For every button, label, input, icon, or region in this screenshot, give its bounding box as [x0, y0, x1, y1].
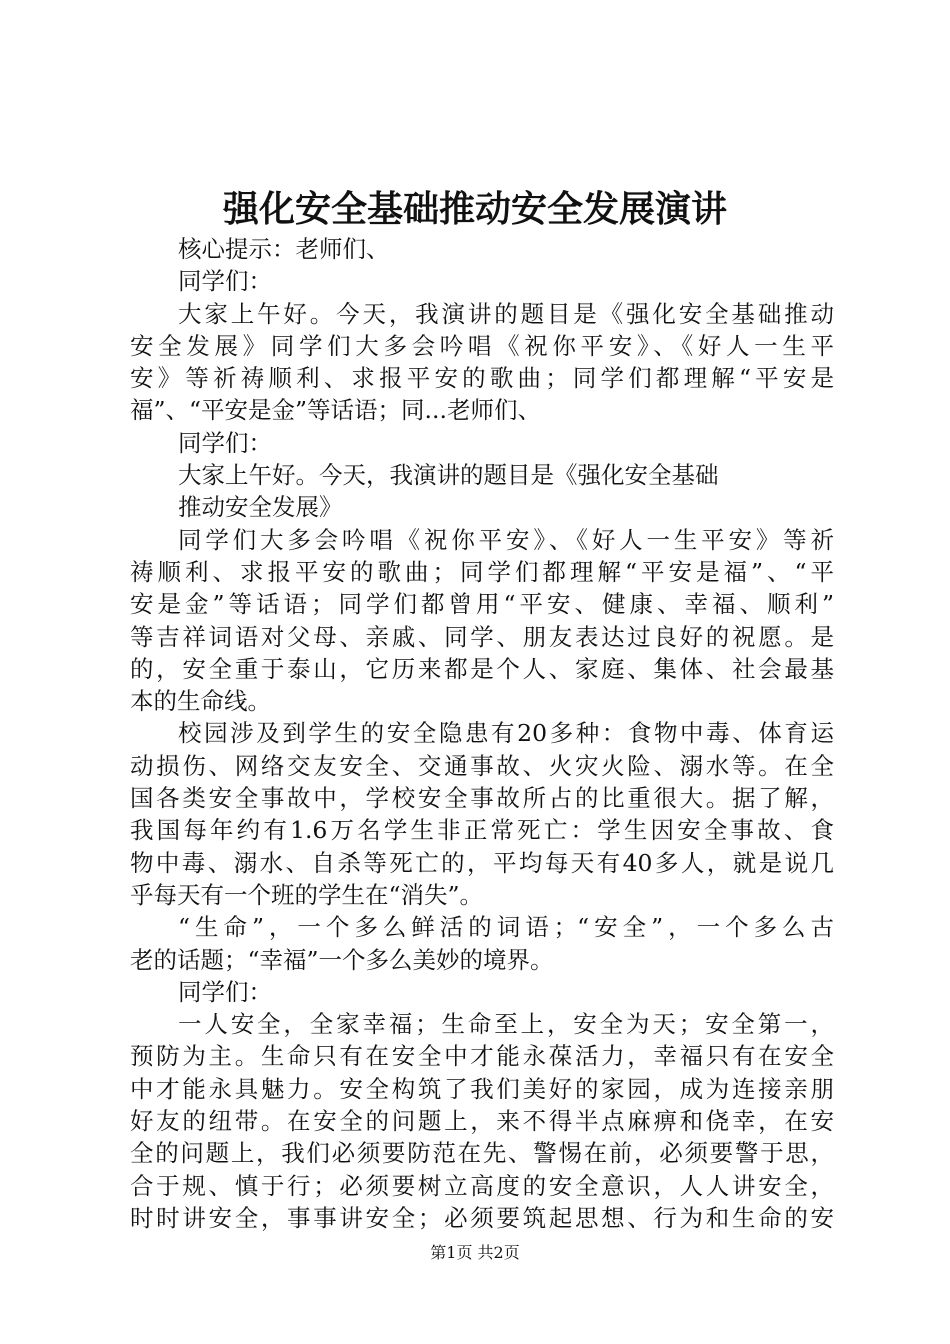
- body-line: “生命”，一个多么鲜活的词语；“安全”，一个多么古: [178, 913, 834, 942]
- body-line: 安全发展》同学们大多会吟唱《祝你平安》、《好人一生平: [130, 331, 834, 360]
- body-line: 同学们：: [178, 428, 272, 457]
- body-line: 等吉祥词语对父母、亲戚、同学、朋友表达过良好的祝愿。是: [130, 622, 834, 651]
- body-line: 福”、“平安是金”等话语；同...老师们、: [130, 396, 541, 425]
- body-line: 大家上午好。今天，我演讲的题目是《强化安全基础推动: [178, 299, 834, 328]
- body-line: 我国每年约有1.6万名学生非正常死亡：学生因安全事故、食: [130, 816, 834, 845]
- body-line: 同学们：: [178, 977, 272, 1006]
- body-line: 核心提示：老师们、: [178, 235, 390, 263]
- body-line: 物中毒、溺水、自杀等死亡的，平均每天有40多人，就是说几: [130, 848, 834, 877]
- body-line: 同学们：: [178, 267, 272, 296]
- document-title: 强化安全基础推动安全发展演讲: [222, 188, 727, 230]
- body-line: 安是金”等话语；同学们都曾用“平安、健康、幸福、顺利”: [130, 590, 834, 619]
- body-line: 一人安全，全家幸福；生命至上，安全为天；安全第一，: [178, 1010, 834, 1039]
- body-line: 国各类安全事故中，学校安全事故所占的比重很大。据了解，: [130, 784, 834, 813]
- body-line: 中才能永具魅力。安全构筑了我们美好的家园，成为连接亲朋: [130, 1074, 834, 1103]
- body-line: 乎每天有一个班的学生在“消失”。: [130, 880, 484, 909]
- page-footer: 第1页 共2页: [430, 1243, 520, 1262]
- document-body: [130, 233, 834, 1234]
- body-line: 时时讲安全，事事讲安全；必须要筑起思想、行为和生命的安: [130, 1203, 834, 1232]
- body-line: 同学们大多会吟唱《祝你平安》、《好人一生平安》等祈: [178, 525, 834, 554]
- body-line: 祷顺利、求报平安的歌曲；同学们都理解“平安是福”、“平: [130, 557, 834, 586]
- body-line: 老的话题；“幸福”一个多么美妙的境界。: [130, 945, 554, 974]
- body-line: 动损伤、网络交友安全、交通事故、火灾火险、溺水等。在全: [130, 751, 834, 780]
- body-line: 推动安全发展》: [178, 493, 343, 522]
- body-line: 的，安全重于泰山，它历来都是个人、家庭、集体、社会最基: [130, 654, 834, 683]
- body-line: 预防为主。生命只有在安全中才能永葆活力，幸福只有在安全: [130, 1042, 834, 1071]
- body-line: 好友的纽带。在安全的问题上，来不得半点麻痹和侥幸，在安: [130, 1107, 834, 1136]
- body-line: 全的问题上，我们必须要防范在先、警惕在前，必须要警于思，: [130, 1139, 834, 1168]
- body-line: 校园涉及到学生的安全隐患有20多种：食物中毒、体育运: [178, 719, 834, 748]
- body-line: 安》等祈祷顺利、求报平安的歌曲；同学们都理解“平安是: [130, 364, 834, 393]
- body-line: 合于规、慎于行；必须要树立高度的安全意识，人人讲安全，: [130, 1171, 834, 1200]
- body-line: 本的生命线。: [130, 687, 271, 716]
- body-line: 大家上午好。今天，我演讲的题目是《强化安全基础: [178, 461, 719, 490]
